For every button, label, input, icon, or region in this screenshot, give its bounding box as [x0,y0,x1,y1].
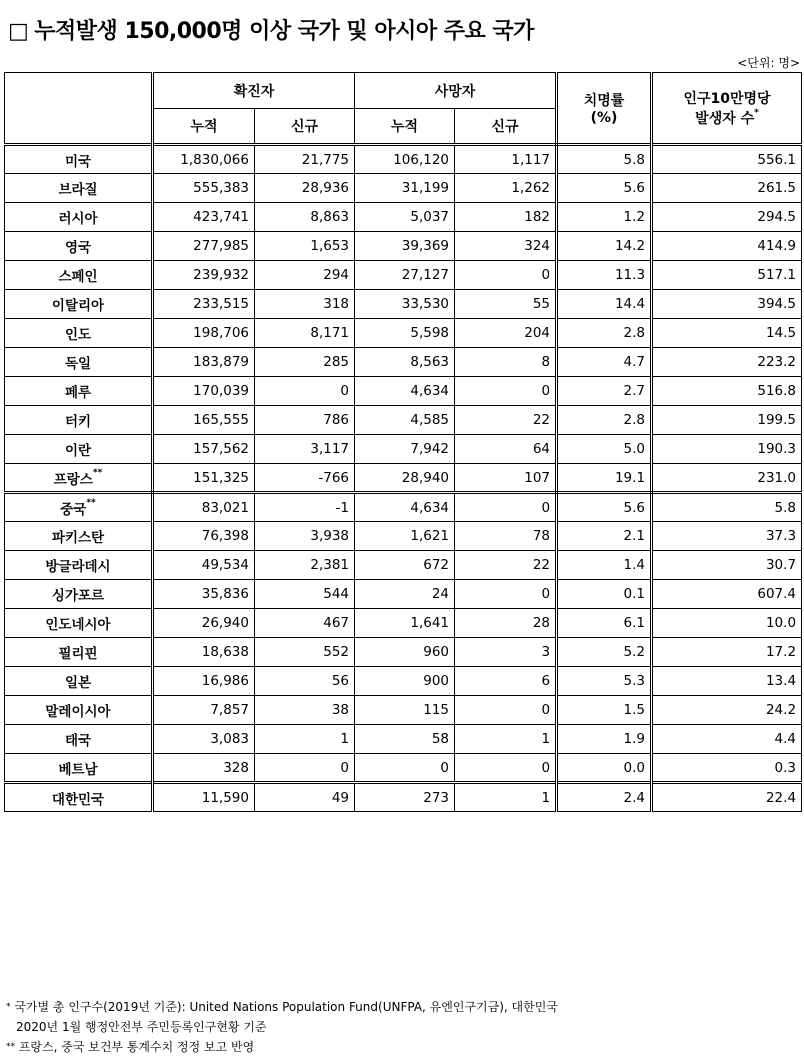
cell-confirmed-cumulative: 16,986 [153,667,255,696]
cell-deaths-cumulative: 900 [355,667,455,696]
cell-deaths-cumulative: 1,621 [355,522,455,551]
country-name: 말레이시아 [5,696,153,725]
cell-fatality-rate: 2.1 [557,522,652,551]
cell-per100k: 231.0 [652,464,802,493]
cell-confirmed-cumulative: 328 [153,754,255,783]
covid-statistics-table [4,72,802,812]
country-name: 러시아 [5,203,153,232]
cell-deaths-cumulative: 5,598 [355,319,455,348]
cell-fatality-rate: 19.1 [557,464,652,493]
footnote-1-line2: 2020년 1월 행정안전부 주민등록인구현황 기준 [16,1020,267,1034]
country-name: 필리핀 [5,638,153,667]
country-name: 독일 [5,348,153,377]
cell-confirmed-cumulative: 233,515 [153,290,255,319]
cell-confirmed-cumulative: 11,590 [153,783,255,812]
title-text: 누적발생 150,000명 이상 국가 및 아시아 주요 국가 [34,19,534,44]
cell-per100k: 516.8 [652,377,802,406]
cell-deaths-new: 0 [455,754,557,783]
header-fatality-rate-line1: 치명률 [583,93,625,109]
cell-deaths-new: 22 [455,551,557,580]
country-name: 태국 [5,725,153,754]
cell-confirmed-cumulative: 35,836 [153,580,255,609]
cell-confirmed-new: 0 [255,754,355,783]
cell-deaths-new: 3 [455,638,557,667]
cell-per100k: 556.1 [652,145,802,174]
cell-fatality-rate: 2.4 [557,783,652,812]
table-row [5,783,802,812]
cell-deaths-cumulative: 115 [355,696,455,725]
cell-deaths-new: 64 [455,435,557,464]
cell-deaths-cumulative: 0 [355,754,455,783]
cell-confirmed-new: 8,863 [255,203,355,232]
country-name: 일본 [5,667,153,696]
table-row [5,667,802,696]
cell-per100k: 607.4 [652,580,802,609]
header-per100k-mark: * [754,108,759,118]
footnote-2-text: 프랑스, 중국 보건부 통계수치 정정 보고 반영 [18,1040,255,1054]
cell-confirmed-cumulative: 198,706 [153,319,255,348]
footnotes [6,997,558,1057]
cell-deaths-cumulative: 4,585 [355,406,455,435]
cell-deaths-new: 0 [455,377,557,406]
country-name: 이란 [5,435,153,464]
cell-deaths-new: 324 [455,232,557,261]
country-name: 프랑스** [5,464,153,493]
country-name: 스페인 [5,261,153,290]
cell-per100k: 414.9 [652,232,802,261]
cell-per100k: 5.8 [652,493,802,522]
table-row [5,319,802,348]
cell-fatality-rate: 2.8 [557,319,652,348]
cell-confirmed-cumulative: 555,383 [153,174,255,203]
cell-confirmed-new: 38 [255,696,355,725]
header-row-1 [5,73,802,109]
cell-per100k: 261.5 [652,174,802,203]
header-deaths-cumulative: 누적 [355,109,455,145]
cell-fatality-rate: 4.7 [557,348,652,377]
header-deaths-new: 신규 [455,109,557,145]
cell-fatality-rate: 5.6 [557,493,652,522]
cell-deaths-new: 1,117 [455,145,557,174]
table-body [5,145,802,812]
cell-confirmed-new: 1 [255,725,355,754]
cell-fatality-rate: 6.1 [557,609,652,638]
cell-per100k: 0.3 [652,754,802,783]
cell-deaths-new: 1 [455,783,557,812]
footnote-2-mark: ** [6,1042,15,1052]
cell-confirmed-new: 786 [255,406,355,435]
table-row [5,435,802,464]
cell-confirmed-cumulative: 1,830,066 [153,145,255,174]
country-name: 미국 [5,145,153,174]
cell-deaths-cumulative: 58 [355,725,455,754]
cell-fatality-rate: 1.2 [557,203,652,232]
cell-deaths-new: 55 [455,290,557,319]
cell-deaths-new: 22 [455,406,557,435]
cell-confirmed-cumulative: 26,940 [153,609,255,638]
header-per100k-line2: 발생자 수* [695,108,759,127]
cell-deaths-new: 182 [455,203,557,232]
cell-confirmed-cumulative: 239,932 [153,261,255,290]
cell-confirmed-cumulative: 7,857 [153,696,255,725]
unit-label: <단위: 명> [737,56,800,70]
cell-deaths-cumulative: 273 [355,783,455,812]
cell-deaths-cumulative: 960 [355,638,455,667]
cell-per100k: 24.2 [652,696,802,725]
cell-deaths-cumulative: 8,563 [355,348,455,377]
cell-per100k: 223.2 [652,348,802,377]
table-row [5,580,802,609]
cell-deaths-cumulative: 4,634 [355,493,455,522]
cell-fatality-rate: 0.0 [557,754,652,783]
cell-fatality-rate: 5.2 [557,638,652,667]
cell-per100k: 190.3 [652,435,802,464]
cell-deaths-new: 28 [455,609,557,638]
cell-confirmed-new: 294 [255,261,355,290]
cell-deaths-new: 6 [455,667,557,696]
cell-confirmed-new: 2,381 [255,551,355,580]
table-row [5,377,802,406]
cell-confirmed-cumulative: 423,741 [153,203,255,232]
country-name: 파키스탄 [5,522,153,551]
cell-confirmed-cumulative: 277,985 [153,232,255,261]
country-name: 싱가포르 [5,580,153,609]
cell-confirmed-cumulative: 76,398 [153,522,255,551]
cell-per100k: 30.7 [652,551,802,580]
cell-fatality-rate: 1.4 [557,551,652,580]
country-name: 인도네시아 [5,609,153,638]
cell-confirmed-cumulative: 165,555 [153,406,255,435]
header-fatality-rate-line2: (%) [590,110,618,126]
cell-confirmed-cumulative: 83,021 [153,493,255,522]
table-row [5,464,802,493]
cell-fatality-rate: 14.4 [557,290,652,319]
cell-confirmed-new: -1 [255,493,355,522]
country-name: 베트남 [5,754,153,783]
country-name: 중국** [5,493,153,522]
cell-deaths-cumulative: 106,120 [355,145,455,174]
cell-per100k: 517.1 [652,261,802,290]
cell-deaths-new: 0 [455,580,557,609]
cell-deaths-cumulative: 7,942 [355,435,455,464]
cell-deaths-cumulative: 4,634 [355,377,455,406]
table-row [5,290,802,319]
cell-fatality-rate: 11.3 [557,261,652,290]
cell-confirmed-new: 28,936 [255,174,355,203]
cell-per100k: 199.5 [652,406,802,435]
cell-fatality-rate: 14.2 [557,232,652,261]
cell-per100k: 4.4 [652,725,802,754]
cell-confirmed-new: 1,653 [255,232,355,261]
cell-fatality-rate: 1.5 [557,696,652,725]
cell-per100k: 22.4 [652,783,802,812]
cell-deaths-new: 1 [455,725,557,754]
country-name: 이탈리아 [5,290,153,319]
cell-deaths-cumulative: 27,127 [355,261,455,290]
cell-confirmed-new: 318 [255,290,355,319]
cell-confirmed-new: 3,938 [255,522,355,551]
cell-per100k: 14.5 [652,319,802,348]
cell-deaths-cumulative: 31,199 [355,174,455,203]
table-row [5,551,802,580]
table-row [5,348,802,377]
cell-fatality-rate: 0.1 [557,580,652,609]
country-name: 페루 [5,377,153,406]
cell-per100k: 17.2 [652,638,802,667]
cell-confirmed-cumulative: 170,039 [153,377,255,406]
cell-per100k: 394.5 [652,290,802,319]
cell-deaths-cumulative: 28,940 [355,464,455,493]
cell-confirmed-new: 56 [255,667,355,696]
table-row [5,696,802,725]
table-row [5,609,802,638]
cell-deaths-new: 1,262 [455,174,557,203]
cell-deaths-cumulative: 672 [355,551,455,580]
cell-confirmed-cumulative: 157,562 [153,435,255,464]
cell-fatality-rate: 5.0 [557,435,652,464]
cell-confirmed-new: 467 [255,609,355,638]
footnote-2 [6,1037,558,1057]
cell-fatality-rate: 1.9 [557,725,652,754]
header-confirmed-new: 신규 [255,109,355,145]
table-row [5,754,802,783]
country-name: 방글라데시 [5,551,153,580]
cell-per100k: 10.0 [652,609,802,638]
cell-confirmed-new: 49 [255,783,355,812]
header-deaths: 사망자 [355,73,557,109]
cell-confirmed-cumulative: 183,879 [153,348,255,377]
title-box-glyph: □ [8,19,29,44]
cell-deaths-new: 0 [455,696,557,725]
cell-deaths-cumulative: 1,641 [355,609,455,638]
header-fatality-rate [557,73,652,145]
cell-confirmed-new: 8,171 [255,319,355,348]
header-per100k [652,73,802,145]
cell-confirmed-new: 285 [255,348,355,377]
cell-deaths-cumulative: 5,037 [355,203,455,232]
footnote-1 [6,997,558,1017]
cell-fatality-rate: 2.8 [557,406,652,435]
table-row [5,261,802,290]
table-row [5,232,802,261]
country-name: 브라질 [5,174,153,203]
cell-fatality-rate: 5.6 [557,174,652,203]
table-row [5,174,802,203]
header-confirmed-cumulative: 누적 [153,109,255,145]
table-row [5,203,802,232]
footnote-1-mark: * [6,1002,11,1012]
cell-fatality-rate: 5.8 [557,145,652,174]
table-row [5,522,802,551]
cell-fatality-rate: 2.7 [557,377,652,406]
table-row [5,493,802,522]
cell-confirmed-cumulative: 18,638 [153,638,255,667]
cell-confirmed-new: 552 [255,638,355,667]
cell-deaths-new: 0 [455,261,557,290]
header-country [5,73,153,145]
cell-fatality-rate: 5.3 [557,667,652,696]
cell-per100k: 13.4 [652,667,802,696]
table-row [5,145,802,174]
country-name: 인도 [5,319,153,348]
country-mark: ** [92,467,103,478]
cell-deaths-new: 8 [455,348,557,377]
cell-deaths-new: 78 [455,522,557,551]
cell-confirmed-cumulative: 151,325 [153,464,255,493]
cell-deaths-new: 204 [455,319,557,348]
cell-confirmed-new: 0 [255,377,355,406]
page-title [8,14,534,45]
cell-deaths-cumulative: 33,530 [355,290,455,319]
header-confirmed: 확진자 [153,73,355,109]
footnote-1-line1: 국가별 총 인구수(2019년 기준): United Nations Population Fund(UNFPA, 유엔인구기금), 대한민국 [14,1000,558,1014]
cell-deaths-new: 0 [455,493,557,522]
cell-deaths-cumulative: 39,369 [355,232,455,261]
header-per100k-line1: 인구10만명당 [683,91,771,107]
cell-deaths-cumulative: 24 [355,580,455,609]
cell-deaths-new: 107 [455,464,557,493]
table-row [5,638,802,667]
cell-confirmed-cumulative: 3,083 [153,725,255,754]
country-name: 터키 [5,406,153,435]
country-mark: ** [86,497,96,508]
cell-confirmed-new: -766 [255,464,355,493]
table-row [5,406,802,435]
country-name: 대한민국 [5,783,153,812]
cell-confirmed-new: 21,775 [255,145,355,174]
cell-confirmed-new: 544 [255,580,355,609]
cell-per100k: 37.3 [652,522,802,551]
country-name: 영국 [5,232,153,261]
cell-confirmed-new: 3,117 [255,435,355,464]
cell-confirmed-cumulative: 49,534 [153,551,255,580]
table-row [5,725,802,754]
cell-per100k: 294.5 [652,203,802,232]
